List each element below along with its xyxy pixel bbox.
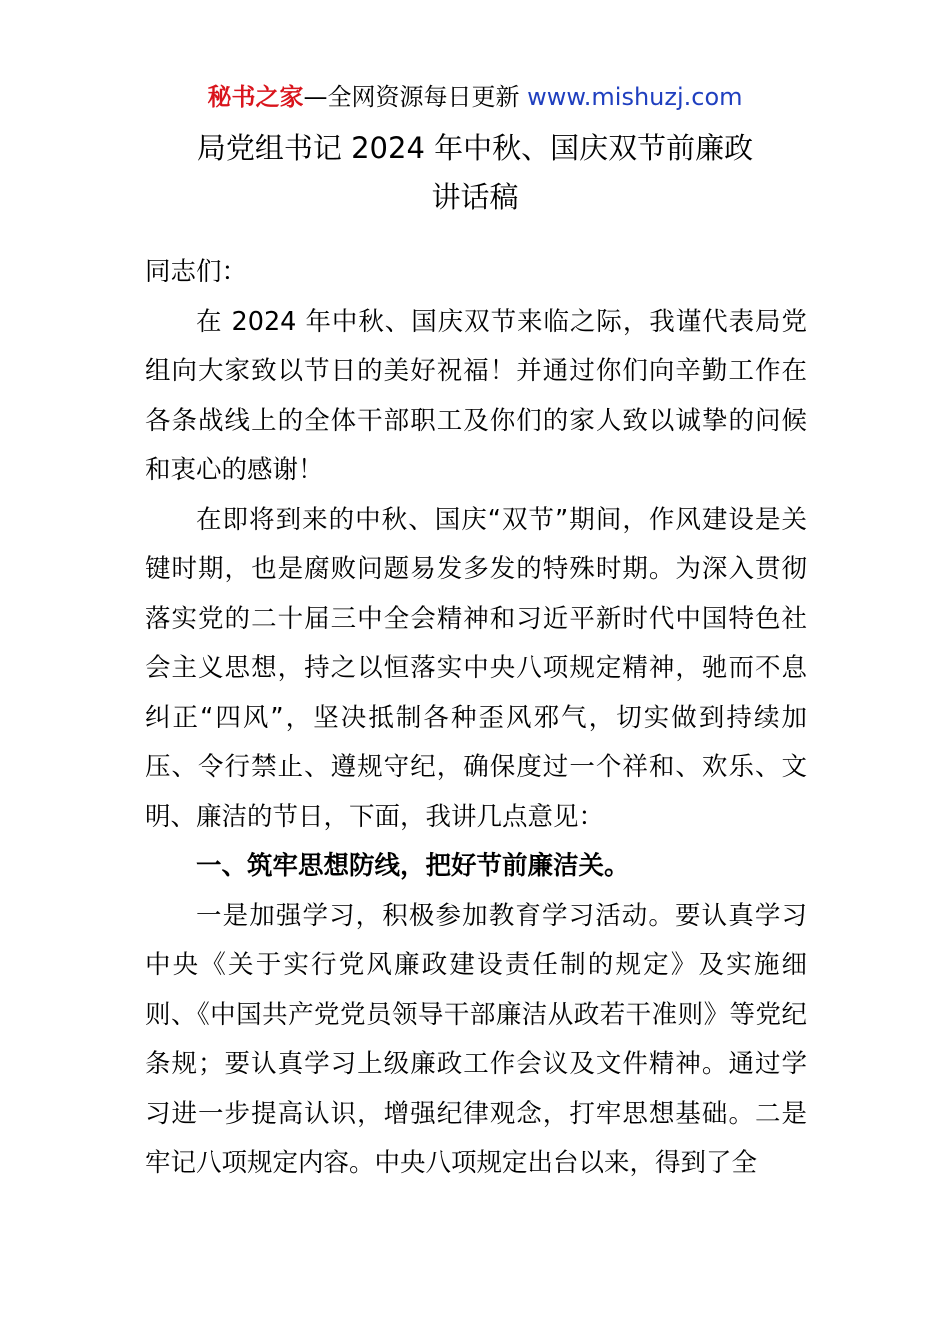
section-heading: 一、筑牢思想防线，把好节前廉洁关。 <box>196 851 630 881</box>
site-url-link[interactable]: www.mishuzj.com <box>527 83 743 111</box>
site-brand: 秘书之家 <box>207 83 304 111</box>
salutation: 同志们： <box>145 257 248 287</box>
paragraph-section-one: 一是加强学习，积极参加教育学习活动。要认真学习中央《关于实行党风廉政建设责任制的规定》及实施细则、《中国共产党党员领导干部廉洁从政若干准则》等党纪条规；要认真学习上级廉政工作会议及文件精神。通过学习进一步提高认识，增强纪律观念，打牢思想基础。二是牢记八项规定内容。中央八项规定出台以来，得到了全 <box>145 900 807 1178</box>
paragraph-greeting: 在 2024 年中秋、国庆双节来临之际，我谨代表局党组向大家致以节日的美好祝福！并通过你们向辛勤工作在各条战线上的全体干部职工及你们的家人致以诚挚的问候和衷心的感谢！ <box>145 306 807 485</box>
site-tagline: —全网资源每日更新 <box>303 83 528 111</box>
paragraph-introduction: 在即将到来的中秋、国庆“双节”期间，作风建设是关键时期，也是腐败问题易发多发的特殊时期。为深入贯彻落实党的二十届三中全会精神和习近平新时代中国特色社会主义思想，持之以恒落实中央八项规定精神，驰而不息纠正“四风”，坚决抵制各种歪风邪气，切实做到持续加压、令行禁止、遵规守纪，确保度过一个祥和、欢乐、文明、廉洁的节日，下面，我讲几点意见： <box>145 504 807 832</box>
document-title-line-2: 讲话稿 <box>431 180 519 214</box>
site-header <box>0 80 950 114</box>
document-body <box>145 248 807 1189</box>
document-title-line-1: 局党组书记 2024 年中秋、国庆双节前廉政 <box>196 131 754 165</box>
